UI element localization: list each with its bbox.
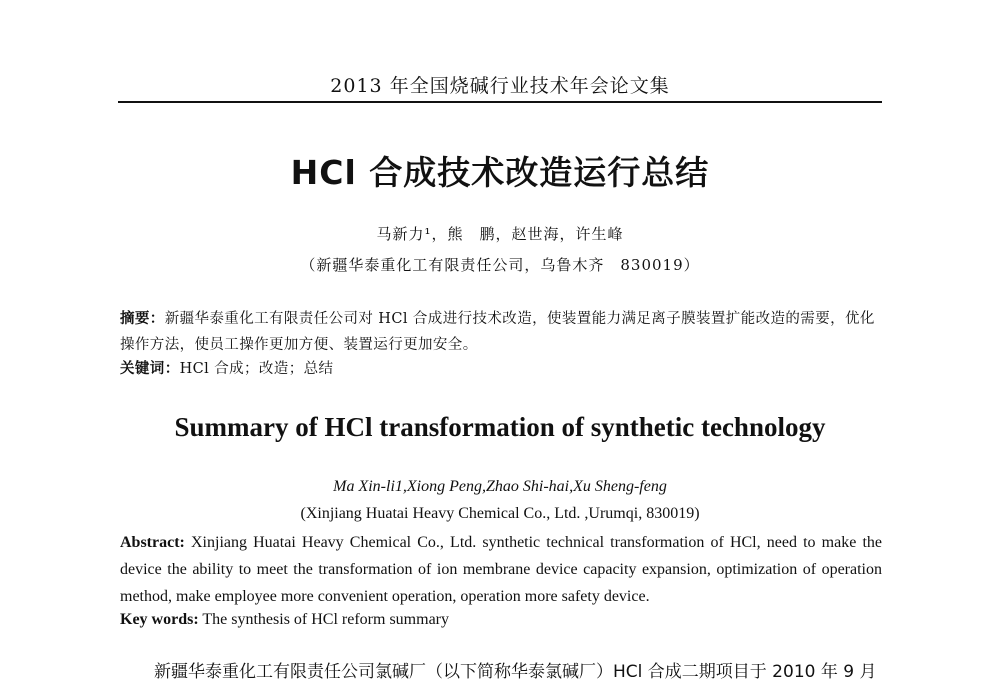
header-rule (118, 101, 882, 103)
chinese-abstract (120, 306, 882, 358)
english-authors: Ma Xin-li1,Xiong Peng,Zhao Shi-hai,Xu Sheng-feng (333, 478, 667, 495)
english-keywords-label: Key words: (120, 611, 199, 628)
chinese-abstract-label: 摘要： (120, 311, 165, 327)
chinese-affiliation: （新疆华泰重化工有限责任公司，乌鲁木齐 830019） (300, 256, 700, 274)
chinese-keywords-text: HCl 合成；改造；总结 (179, 361, 334, 377)
english-abstract-label: Abstract: (120, 534, 185, 551)
running-header: 2013 年全国烧碱行业技术年会论文集 (330, 75, 670, 97)
chinese-keywords-label: 关键词： (120, 361, 180, 377)
english-keywords (120, 610, 882, 630)
english-keywords-text: The synthesis of HCl reform summary (198, 611, 449, 628)
chinese-abstract-text: 新疆华泰重化工有限责任公司对 HCl 合成进行技术改造，使装置能力满足离子膜装置扩能改造的需要，优化操作方法，使员工操作更加方便、装置运行更加安全。 (120, 311, 875, 353)
chinese-authors: 马新力¹，熊 鹏，赵世海，许生峰 (376, 225, 624, 243)
english-abstract-text: Xinjiang Huatai Heavy Chemical Co., Ltd. synthetic technical transformation of HCl, need to make the device the ability to meet the transformation of ion membrane device capacity expansion, optimization of operation method, make employee more convenient operation, operation more safety device. (120, 534, 882, 605)
body-paragraph-first-line: 新疆华泰重化工有限责任公司氯碱厂（以下简称华泰氯碱厂）HCl 合成二期项目于 2010 年 9 月 (154, 662, 877, 682)
english-abstract (120, 529, 882, 610)
chinese-title: HCl 合成技术改造运行总结 (290, 153, 710, 192)
english-title: Summary of HCl transformation of synthetic technology (174, 412, 826, 442)
chinese-keywords (120, 359, 882, 379)
english-affiliation: (Xinjiang Huatai Heavy Chemical Co., Ltd. ,Urumqi, 830019) (300, 505, 700, 522)
